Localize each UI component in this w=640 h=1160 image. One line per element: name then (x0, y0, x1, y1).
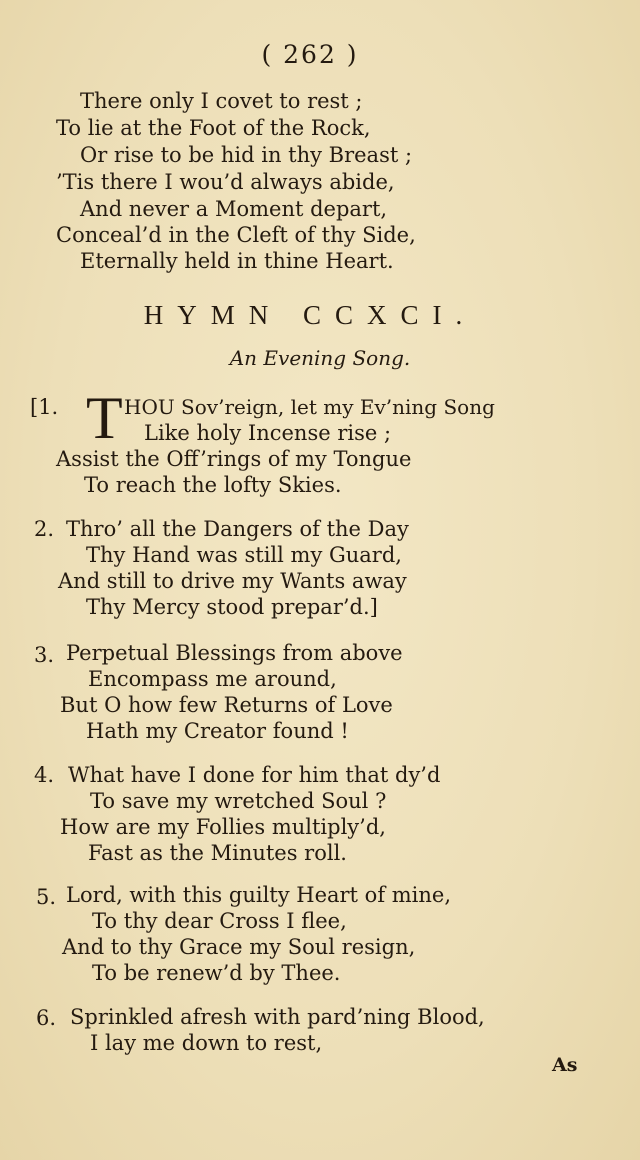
stanza-number: 6. (36, 1006, 57, 1030)
stanza-number: 3. (34, 643, 55, 667)
verse-line: Conceal’d in the Cleft of thy Side, (56, 223, 416, 247)
verse-line: Assist the Off’rings of my Tongue (56, 447, 412, 471)
verse-line: I lay me down to rest, (90, 1031, 323, 1055)
verse-line: Fast as the Minutes roll. (88, 841, 347, 865)
verse-line: To be renew’d by Thee. (92, 961, 341, 985)
verse-line: But O how few Returns of Love (60, 693, 393, 717)
verse-line: Hath my Creator found ! (86, 719, 349, 743)
verse-line: Encompass me around, (88, 667, 337, 691)
hymn-title: HYMN CCXCI. (143, 300, 477, 330)
verse-line: And still to drive my Wants away (58, 569, 407, 593)
verse-line: Thro’ all the Dangers of the Day (66, 517, 409, 541)
verse-line: Thy Mercy stood prepar’d.] (86, 595, 378, 619)
verse-line: To thy dear Cross I flee, (92, 909, 347, 933)
verse-line: To save my wretched Soul ? (90, 789, 387, 813)
verse-line: Sprinkled afresh with pard’ning Blood, (70, 1005, 485, 1029)
verse-line: What have I done for him that dy’d (68, 763, 441, 787)
verse-line: There only I covet to rest ; (80, 89, 363, 113)
verse-line: ’Tis there I wou’d always abide, (56, 170, 395, 194)
verse-line: How are my Follies multiply’d, (60, 815, 386, 839)
page-number: ( 262 ) (261, 40, 359, 69)
stanza-number: 4. (34, 763, 55, 787)
verse-line: Perpetual Blessings from above (66, 641, 403, 665)
verse-line: Lord, with this guilty Heart of mine, (66, 883, 452, 907)
stanza-number: 2. (34, 517, 55, 541)
hymn-subtitle: An Evening Song. (229, 346, 411, 370)
stanza-number: 5. (36, 885, 57, 909)
verse-line: To reach the lofty Skies. (84, 473, 342, 497)
verse-line: Or rise to be hid in thy Breast ; (80, 143, 413, 167)
drop-cap: T (86, 385, 123, 451)
verse-line: HOU Sov’reign, let my Ev’ning Song (124, 395, 495, 419)
verse-line: Eternally held in thine Heart. (80, 249, 394, 273)
verse-line: Thy Hand was still my Guard, (86, 543, 402, 567)
verse-line: And never a Moment depart, (80, 197, 388, 221)
verse-line: To lie at the Foot of the Rock, (56, 116, 371, 140)
stanza-number: [1. (30, 395, 59, 419)
catchword: As (552, 1054, 578, 1076)
verse-line: And to thy Grace my Soul resign, (62, 935, 416, 959)
verse-line: Like holy Incense rise ; (144, 421, 392, 445)
